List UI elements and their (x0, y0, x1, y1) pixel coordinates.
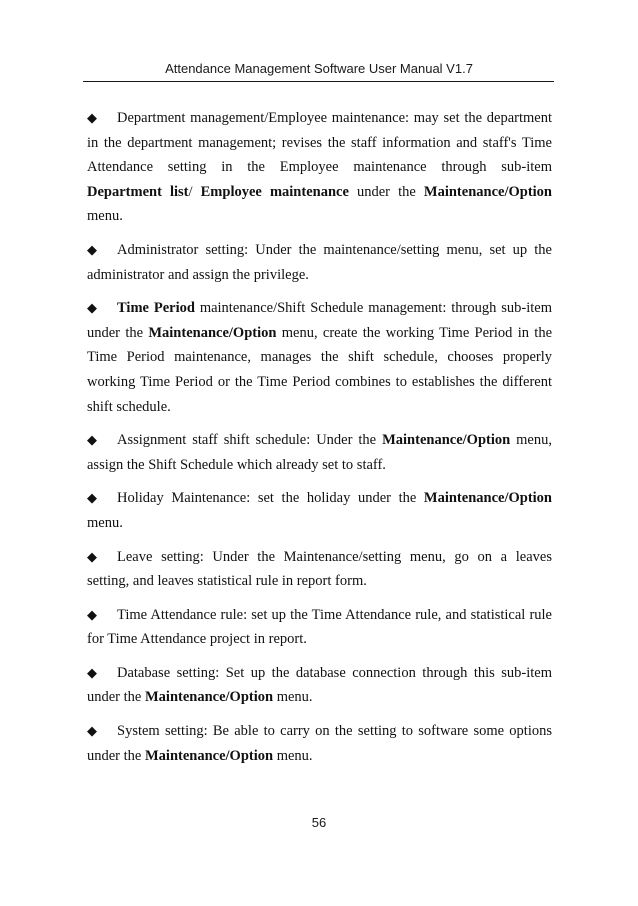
paragraph-time-attendance-rule (87, 603, 552, 652)
paragraph-text: Time Attendance rule: set up the Time Attendance rule, and statistical rule for Time Attendance project in report. (87, 606, 552, 648)
bold-term: Time Period (117, 300, 195, 317)
paragraph-text: menu, assign the Shift Schedule which already set to staff. (87, 432, 552, 473)
bold-term: Maintenance/Option (144, 747, 274, 764)
paragraph-text: Holiday Maintenance: set the holiday under the (117, 490, 424, 507)
diamond-bullet-icon: ◆ (87, 241, 97, 257)
page-number: 56 (311, 815, 327, 830)
page-header-title: Attendance Management Software User Manual V1.7 (165, 61, 473, 76)
diamond-bullet-icon: ◆ (87, 723, 97, 739)
diamond-bullet-icon: ◆ (87, 606, 97, 622)
paragraph-text: under the (348, 183, 424, 200)
paragraph-system-setting (87, 719, 552, 768)
bold-term: Maintenance/Option (423, 490, 552, 507)
diamond-bullet-icon: ◆ (87, 110, 97, 125)
paragraph-time-period (87, 296, 552, 419)
paragraph-text: menu. (87, 208, 123, 225)
paragraph-text: / (188, 183, 201, 200)
paragraph-text: Administrator setting: Under the maintenance/setting menu, set up the administrator and assign the privilege. (87, 241, 552, 283)
diamond-bullet-icon: ◆ (87, 548, 97, 564)
bold-term: Employee maintenance (200, 183, 349, 200)
page-body (87, 106, 552, 777)
diamond-bullet-icon: ◆ (87, 432, 97, 448)
paragraph-text: menu, create the working Time Period in the Time Period maintenance, manages the shift schedule, chooses properly working Time Period or the Time Period combines to establishes the different shift schedule. (87, 324, 552, 415)
paragraph-assignment-shift (87, 428, 552, 477)
paragraph-holiday-maintenance (87, 486, 552, 535)
paragraph-administrator-setting (87, 238, 552, 287)
paragraph-text: menu. (273, 747, 313, 764)
header-divider (83, 81, 554, 82)
paragraph-text: menu. (273, 689, 313, 706)
paragraph-database-setting (87, 661, 552, 710)
paragraph-leave-setting (87, 545, 552, 594)
paragraph-text: Department management/Employee maintenance: may set the department in the department management; revises the staff information and staff's Time Attendance setting in the Employee maintenance through sub-item (87, 110, 552, 176)
bold-term: Department list (87, 183, 189, 200)
bold-term: Maintenance/Option (382, 432, 511, 449)
paragraph-text: maintenance/Shift Schedule management: through sub-item under the (87, 300, 552, 341)
diamond-bullet-icon: ◆ (87, 490, 97, 506)
bold-term: Maintenance/Option (148, 324, 277, 341)
paragraph-text: Assignment staff shift schedule: Under the (117, 432, 383, 449)
bold-term: Maintenance/Option (423, 183, 552, 200)
paragraph-department-management (87, 106, 552, 229)
paragraph-text: Database setting: Set up the database connection through this sub-item under the (87, 664, 552, 706)
paragraph-text: menu. (87, 514, 123, 531)
diamond-bullet-icon: ◆ (87, 664, 97, 680)
bold-term: Maintenance/Option (144, 689, 274, 706)
paragraph-text: Leave setting: Under the Maintenance/setting menu, go on a leaves setting, and leaves statistical rule in report form. (87, 548, 552, 590)
diamond-bullet-icon: ◆ (87, 300, 97, 316)
paragraph-text: System setting: Be able to carry on the setting to software some options under the (87, 723, 552, 764)
